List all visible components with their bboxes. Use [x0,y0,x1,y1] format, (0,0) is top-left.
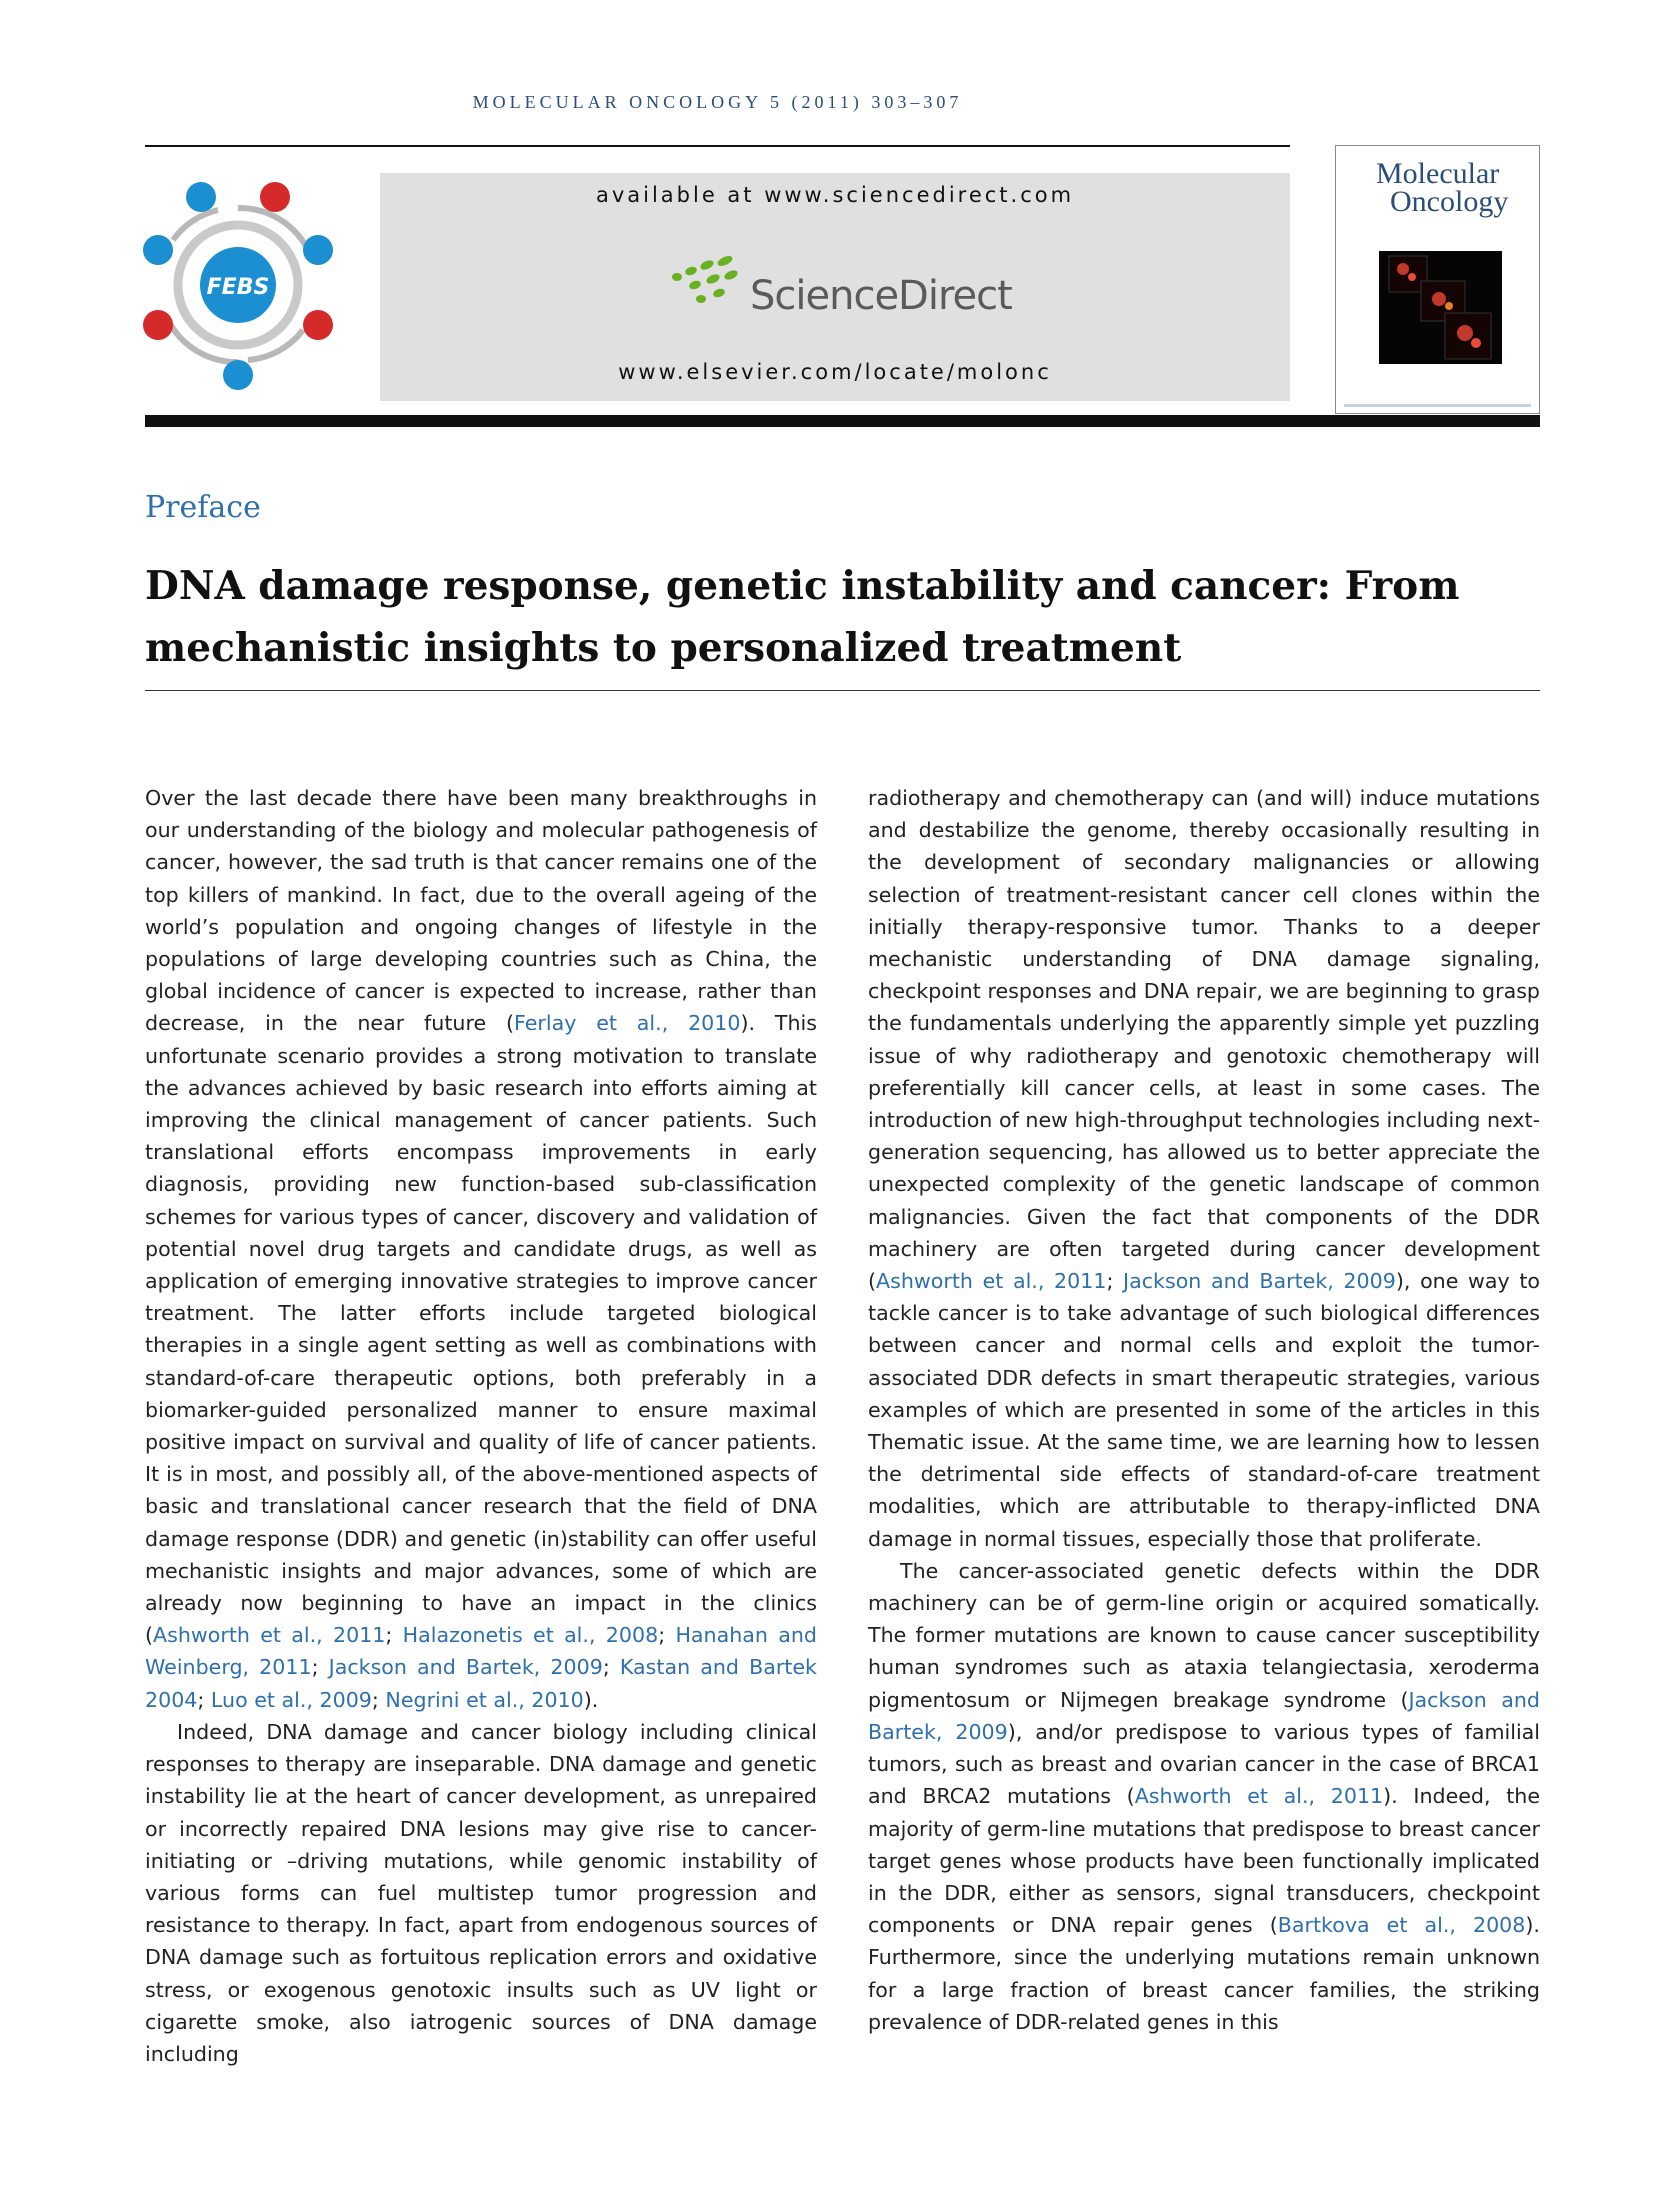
header-thick-rule [145,415,1540,427]
paragraph: Indeed, DNA damage and cancer biology including clinical responses to therapy are inseparable. DNA damage and genetic instability lie at the heart of cancer development, as unrepaired or incorrectly repaired DNA lesions may give rise to cancer-initiating or –driving mutations, while genomic instability of various forms can fuel multistep tumor progression and resistance to therapy. In fact, apart from endogenous sources of DNA damage such as fortuitous replication errors and oxidative stress, or exogenous genotoxic insults such as UV light or cigarette smoke, also iatrogenic sources of DNA damage including [145,1719,817,2066]
sciencedirect-brand: ScienceDirect [750,273,1012,319]
body-text: Over the last decade there have been many breakthroughs in our understanding of the biology and molecular pathogenesis of cancer, however, the sad truth is that cancer remains one of the top killers of mankind. In fact, due to the overall ageing of the world’s population and ongoing changes of lifestyle in the populations of large developing countries such as China, the global incidence of cancer is expected to increase, rather than decrease, in the near future ( [145,786,817,1036]
febs-society-logo-icon [138,180,338,390]
citation-link[interactable]: Jackson and Bartek, 2009 [328,1655,603,1680]
citation-link[interactable]: Ferlay et al., 2010 [514,1011,741,1036]
body-text: ), one way to tackle cancer is to take advantage of such biological differences between cancer and normal cells and exploit the tumor-associated DDR defects in smart therapeutic strategies, various examples of which are presented in some of the articles in this Thematic issue. At the same time, we are learning how to lessen the detrimental side effects of standard-of-care treatment modalities, which are attributable to therapy-inflicted DNA damage in normal tissues, especially those that proliferate. [868,1269,1540,1551]
citation-link[interactable]: Bartkova et al., 2008 [1277,1913,1526,1938]
header-rule [145,145,1290,147]
title-rule [145,690,1540,691]
body-text: ; [602,1655,620,1680]
citation-link[interactable]: Negrini et al., 2010 [385,1687,584,1712]
paragraph [868,1555,1540,2038]
body-text: ; [1106,1269,1124,1294]
journal-running-header: MOLECULAR ONCOLOGY 5 (2011) 303–307 [472,92,963,112]
body-text: ; [371,1687,386,1712]
cover-image [1379,251,1502,364]
body-text: ; [197,1687,211,1712]
body-text: ; [658,1623,676,1648]
body-text: ). Indeed, the majority of germ-line mutations that predispose to breast cancer target genes whose products have been functionally implicated in the DDR, either as sensors, signal transducers, checkpoint components or DNA repair genes ( [868,1784,1540,1938]
citation-link[interactable]: Ashworth et al., 2011 [153,1623,386,1648]
availability-text: available at www.sciencedirect.com [595,183,1075,207]
citation-link[interactable]: Ashworth et al., 2011 [1134,1784,1384,1809]
sciencedirect-banner [380,173,1290,401]
body-text: ), and/or predispose to various types of familial tumors, such as breast and ovarian cancer in the case of BRCA1 and BRCA2 mutations ( [868,1719,1541,1809]
cover-title-line2: Oncology [1390,185,1509,218]
body-column-right [868,782,1540,2038]
sciencedirect-leaf-icon [665,255,755,315]
citation-link[interactable]: Jackson and Bartek, 2009 [868,1687,1540,1744]
citation-link[interactable]: Hanahan and Weinberg, 2011 [145,1623,817,1680]
cover-footer-band [1344,404,1531,407]
journal-url: www.elsevier.com/locate/molonc [618,360,1052,384]
citation-link[interactable]: Halazonetis et al., 2008 [402,1623,659,1648]
citation-link[interactable]: Jackson and Bartek, 2009 [1123,1269,1396,1294]
body-text: radiotherapy and chemotherapy can (and will) induce mutations and destabilize the genome, thereby occasionally resulting in the development of secondary malignancies or allowing selection of treatment-resistant cancer cell clones within the initially therapy-responsive tumor. Thanks to a deeper mechanistic understanding of DNA damage signaling, checkpoint responses and DNA repair, we are beginning to grasp the fundamentals underlying the apparently simple yet puzzling issue of why radiotherapy and genotoxic chemotherapy will preferentially kill cancer cells, at least in some cases. The introduction of new high-throughput technologies including next-generation sequencing, has allowed us to better appreciate the unexpected complexity of the genetic landscape of common malignancies. Given the fact that components of the DDR machinery are often targeted during cancer development ( [868,786,1540,1294]
febs-logo-text: FEBS [206,275,270,300]
paragraph [868,782,1540,1555]
body-column-left [145,782,817,2070]
body-text: ; [311,1655,329,1680]
journal-cover-thumbnail [1335,145,1540,414]
section-label: Preface [145,490,261,525]
cover-title-line1: Molecular [1376,157,1500,190]
body-text: ). This unfortunate scenario provides a strong motivation to translate the advances achieved by basic research into efforts aiming at improving the clinical management of cancer patients. Such translational efforts encompass improvements in early diagnosis, providing new function-based sub-classification schemes for various types of cancer, discovery and validation of potential novel drug targets and candidate drugs, as well as application of emerging innovative strategies to improve cancer treatment. The latter efforts include targeted biological therapies in a single agent setting as well as combinations with standard-of-care therapeutic options, both preferably in a biomarker-guided personalized manner to ensure maximal positive impact on survival and quality of life of cancer patients. It is in most, and possibly all, of the above-mentioned aspects of basic and translational cancer research that the field of DNA damage response (DDR) and genetic (in)stability can offer useful mechanistic insights and major advances, some of which are already now beginning to have an impact in the clinics ( [145,1011,817,1648]
body-text: ). Furthermore, since the underlying mutations remain unknown for a large fraction of breast cancer families, the striking prevalence of DDR-related genes in this [868,1913,1540,2034]
article-title: DNA damage response, genetic instability and cancer: From mechanistic insights to personalized treatment [145,563,1460,671]
citation-link[interactable]: Ashworth et al., 2011 [876,1269,1107,1294]
body-text: ). [583,1687,599,1712]
citation-link[interactable]: Luo et al., 2009 [210,1687,372,1712]
body-text: The cancer-associated genetic defects within the DDR machinery can be of germ-line origin or acquired somatically. The former mutations are known to cause cancer susceptibility human syndromes such as ataxia telangiectasia, xeroderma pigmentosum or Nijmegen breakage syndrome ( [868,1558,1540,1712]
paragraph [145,782,817,1716]
cover-title [1376,157,1509,218]
body-text: ; [385,1623,403,1648]
citation-link[interactable]: Kastan and Bartek 2004 [145,1655,817,1712]
